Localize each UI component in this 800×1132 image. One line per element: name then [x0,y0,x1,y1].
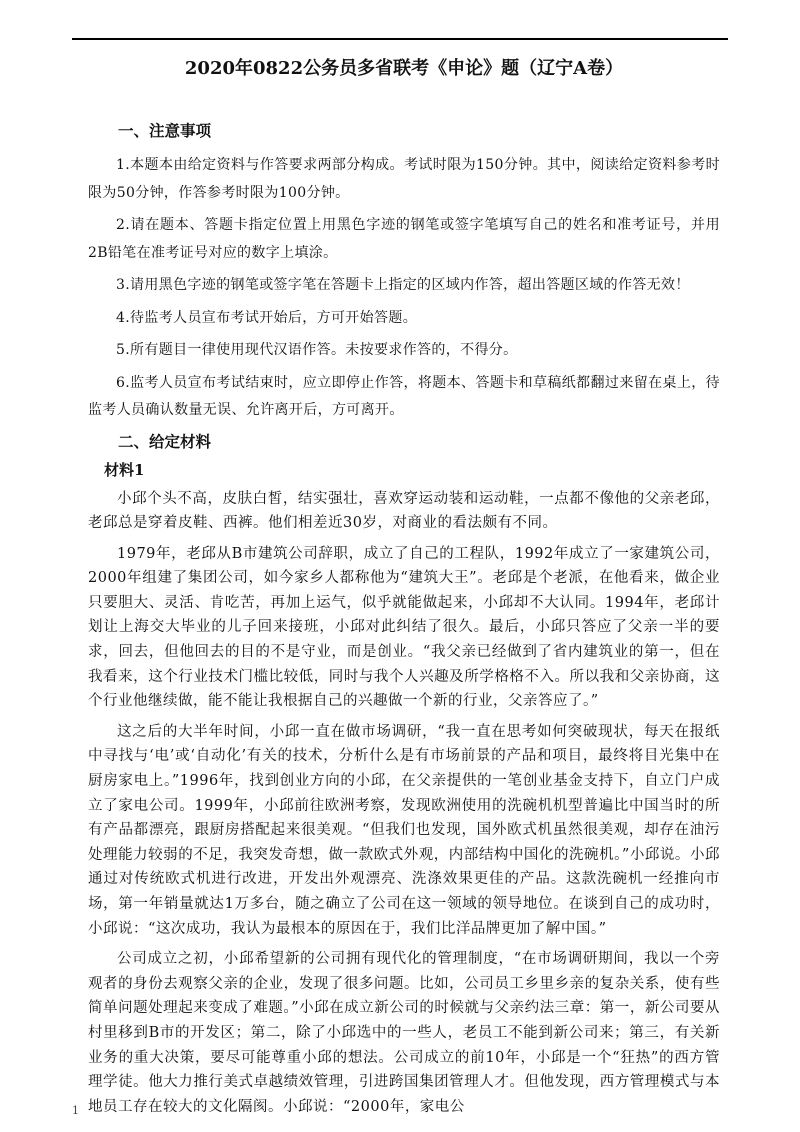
section-heading-notice: 一、注意事项 [118,121,212,140]
material-paragraph-1: 小邱个头不高，皮肤白皙，结实强壮，喜欢穿运动装和运动鞋，一点都不像他的父亲老邱，老邱总是穿着皮鞋、西裤。他们相差近30岁，对商业的看法颇有不同。 [88,490,720,532]
document-page [88,56,720,1125]
page-title: 2020年0822公务员多省联考《申论》题（辽宁A卷） [184,58,624,79]
material-paragraph-2: 1979年，老邱从B市建筑公司辞职，成立了自己的工程队，1992年成立了一家建筑公司，2000年组建了集团公司，如今家乡人都称他为“建筑大王”。老邱是个老派，在他看来，做企业只要胆大、灵活、肯吃苦，再加上运气，似乎就能做起来，小邱却不大认同。1994年，老邱计划让上海交大毕业的儿子回来接班，小邱对此纠结了很久。最后，小邱只答应了父亲一半的要求，回去，但他回去的目的不是守业，而是创业。“我父亲已经做到了省内建筑业的第一，但在我看来，这个行业技术门槛比较低，同时与我个人兴趣及所学格格不入。所以我和父亲协商，这个行业他继续做，能不能让我根据自己的兴趣做一个新的行业，父亲答应了。” [88,545,720,710]
notice-item-6: 6.监考人员宣布考试结束时，应立即停止作答，将题本、答题卡和草稿纸都翻过来留在桌上，待监考人员确认数量无误、允许离开后，方可离开。 [88,374,720,418]
top-rule [72,38,728,40]
material-body [88,487,720,1120]
material-paragraph-4: 公司成立之初，小邱希望新的公司拥有现代化的管理制度，“在市场调研期间，我以一个旁观者的身份去观察父亲的企业，发现了很多问题。比如，公司员工乡里乡亲的复杂关系，使有些简单问题处理起来变成了难题。”小邱在成立新公司的时候就与父亲约法三章：第一，新公司要从村里移到B市的开发区；第二，除了小邱选中的一些人，老员工不能到新公司来；第三，有关新业务的重大决策，要尽可能尊重小邱的想法。公司成立的前10年，小邱是一个“狂热”的西方管理学徒。他大力推行美式卓越绩效管理，引进跨国集团管理人才。但他发现，西方管理模式与本地员工存在较大的文化隔阂。小邱说：“2000年，家电公 [88,951,720,1115]
section-heading-materials: 二、给定材料 [118,431,212,451]
notice-item-5: 5.所有题目一律使用现代汉语作答。未按要求作答的，不得分。 [116,342,518,358]
notice-item-1: 1.本题本由给定资料与作答要求两部分构成。考试时限为150分钟。其中，阅读给定资料参考时限为50分钟，作答参考时限为100分钟。 [88,157,720,201]
material-paragraph-3: 这之后的大半年时间，小邱一直在做市场调研，“我一直在思考如何突破现状，每天在报纸中寻找与‘电’或‘自动化’有关的技术，分析什么是有市场前景的产品和项目，最终将目光集中在厨房家电上。”1996年，找到创业方向的小邱，在父亲提供的一笔创业基金支持下，自立门户成立了家电公司。1999年，小邱前往欧洲考察，发现欧洲使用的洗碗机机型普遍比中国当时的所有产品都漂亮，跟厨房搭配起来很美观。“但我们也发现，国外欧式机虽然很美观，却存在油污处理能力较弱的不足，我突发奇想，做一款欧式外观，内部结构中国化的洗碗机。”小邱说。小邱通过对传统欧式机进行改进，开发出外观漂亮、洗涤效果更佳的产品。这款洗碗机一经推向市场，第一年销量就达1万多台，随之确立了公司在这一领域的领导地位。在谈到自己的成功时，小邱说：“这次成功，我认为最根本的原因在于，我们比洋品牌更加了解中国。” [88,723,720,937]
page-number: 1 [72,1104,79,1117]
notice-item-3: 3.请用黑色字迹的钢笔或签字笔在答题卡上指定的区域内作答，超出答题区域的作答无效！ [116,277,690,293]
notice-item-2: 2.请在题本、答题卡指定位置上用黑色字迹的钢笔或签字笔填写自己的姓名和准考证号，并用2B铅笔在准考证号对应的数字上填涂。 [88,217,720,261]
notice-item-4: 4.待监考人员宣布考试开始后，方可开始答题。 [116,309,418,326]
notice-list [88,152,720,425]
material-label: 材料1 [104,460,145,479]
